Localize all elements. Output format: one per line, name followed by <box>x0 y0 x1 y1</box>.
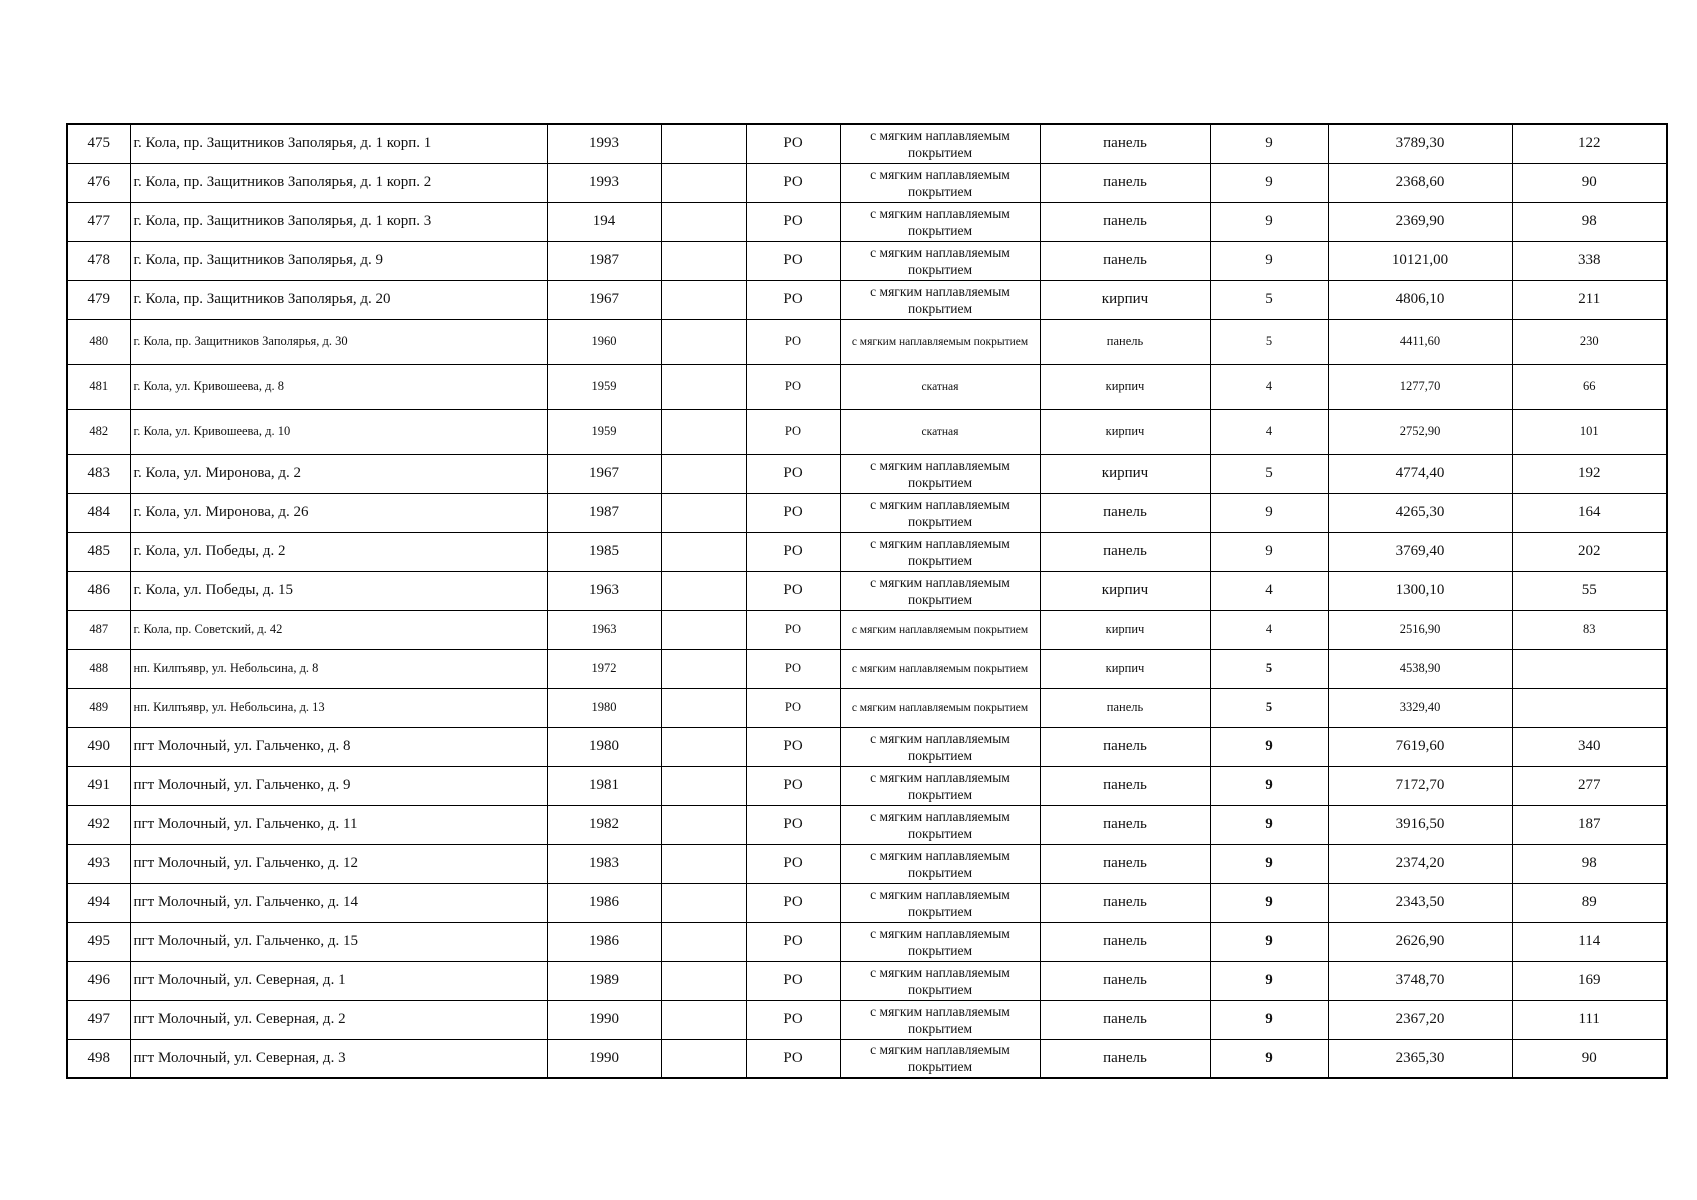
table-row <box>67 532 1667 571</box>
roof-type-cell: с мягким наплавляемым покрытием <box>840 844 1040 883</box>
residents-cell: 101 <box>1512 409 1667 454</box>
residents-cell: 192 <box>1512 454 1667 493</box>
type-cell: РО <box>746 805 840 844</box>
row-number-cell: 493 <box>67 844 130 883</box>
area-cell: 2374,20 <box>1328 844 1512 883</box>
residents-cell <box>1512 649 1667 688</box>
table-row <box>67 319 1667 364</box>
address-cell: нп. Килпъявр, ул. Небольсина, д. 13 <box>130 688 547 727</box>
empty-cell <box>661 1000 746 1039</box>
roof-type-cell: с мягким наплавляемым покрытием <box>840 688 1040 727</box>
row-number-cell: 485 <box>67 532 130 571</box>
empty-cell <box>661 766 746 805</box>
year-cell: 1980 <box>547 727 661 766</box>
table-row <box>67 766 1667 805</box>
table-row <box>67 202 1667 241</box>
table-body <box>67 124 1667 1078</box>
type-cell: РО <box>746 727 840 766</box>
table-row <box>67 922 1667 961</box>
residents-cell: 169 <box>1512 961 1667 1000</box>
table-row <box>67 1039 1667 1078</box>
year-cell: 1993 <box>547 124 661 163</box>
wall-material-cell: панель <box>1040 1000 1210 1039</box>
address-cell: нп. Килпъявр, ул. Небольсина, д. 8 <box>130 649 547 688</box>
address-cell: пгт Молочный, ул. Гальченко, д. 9 <box>130 766 547 805</box>
type-cell: РО <box>746 202 840 241</box>
area-cell: 2752,90 <box>1328 409 1512 454</box>
residents-cell: 111 <box>1512 1000 1667 1039</box>
floors-cell: 9 <box>1210 844 1328 883</box>
floors-cell: 9 <box>1210 493 1328 532</box>
wall-material-cell: кирпич <box>1040 454 1210 493</box>
wall-material-cell: кирпич <box>1040 280 1210 319</box>
floors-cell: 5 <box>1210 319 1328 364</box>
empty-cell <box>661 649 746 688</box>
address-cell: пгт Молочный, ул. Северная, д. 2 <box>130 1000 547 1039</box>
area-cell: 4774,40 <box>1328 454 1512 493</box>
address-cell: г. Кола, ул. Миронова, д. 2 <box>130 454 547 493</box>
type-cell: РО <box>746 1039 840 1078</box>
empty-cell <box>661 280 746 319</box>
type-cell: РО <box>746 571 840 610</box>
area-cell: 7172,70 <box>1328 766 1512 805</box>
wall-material-cell: панель <box>1040 727 1210 766</box>
wall-material-cell: панель <box>1040 688 1210 727</box>
wall-material-cell: панель <box>1040 124 1210 163</box>
residents-cell: 338 <box>1512 241 1667 280</box>
area-cell: 4806,10 <box>1328 280 1512 319</box>
table-row <box>67 649 1667 688</box>
roof-type-cell: с мягким наплавляемым покрытием <box>840 241 1040 280</box>
table-row <box>67 493 1667 532</box>
empty-cell <box>661 688 746 727</box>
floors-cell: 9 <box>1210 202 1328 241</box>
residents-cell: 83 <box>1512 610 1667 649</box>
type-cell: РО <box>746 532 840 571</box>
wall-material-cell: панель <box>1040 532 1210 571</box>
roof-type-cell: с мягким наплавляемым покрытием <box>840 202 1040 241</box>
area-cell: 7619,60 <box>1328 727 1512 766</box>
year-cell: 1972 <box>547 649 661 688</box>
wall-material-cell: кирпич <box>1040 364 1210 409</box>
residents-cell <box>1512 688 1667 727</box>
year-cell: 1959 <box>547 364 661 409</box>
year-cell: 1959 <box>547 409 661 454</box>
empty-cell <box>661 409 746 454</box>
wall-material-cell: кирпич <box>1040 610 1210 649</box>
year-cell: 1967 <box>547 454 661 493</box>
empty-cell <box>661 319 746 364</box>
address-cell: г. Кола, пр. Защитников Заполярья, д. 1 корп. 2 <box>130 163 547 202</box>
floors-cell: 9 <box>1210 805 1328 844</box>
row-number-cell: 489 <box>67 688 130 727</box>
year-cell: 194 <box>547 202 661 241</box>
wall-material-cell: панель <box>1040 241 1210 280</box>
area-cell: 2626,90 <box>1328 922 1512 961</box>
area-cell: 1277,70 <box>1328 364 1512 409</box>
area-cell: 4538,90 <box>1328 649 1512 688</box>
empty-cell <box>661 202 746 241</box>
address-cell: г. Кола, ул. Победы, д. 15 <box>130 571 547 610</box>
area-cell: 4265,30 <box>1328 493 1512 532</box>
roof-type-cell: с мягким наплавляемым покрытием <box>840 805 1040 844</box>
type-cell: РО <box>746 649 840 688</box>
roof-type-cell: с мягким наплавляемым покрытием <box>840 454 1040 493</box>
table-row <box>67 961 1667 1000</box>
year-cell: 1987 <box>547 493 661 532</box>
wall-material-cell: панель <box>1040 493 1210 532</box>
year-cell: 1980 <box>547 688 661 727</box>
row-number-cell: 490 <box>67 727 130 766</box>
row-number-cell: 481 <box>67 364 130 409</box>
address-cell: г. Кола, пр. Защитников Заполярья, д. 30 <box>130 319 547 364</box>
empty-cell <box>661 454 746 493</box>
floors-cell: 9 <box>1210 883 1328 922</box>
roof-type-cell: с мягким наплавляемым покрытием <box>840 319 1040 364</box>
empty-cell <box>661 532 746 571</box>
table-row <box>67 163 1667 202</box>
residents-cell: 55 <box>1512 571 1667 610</box>
row-number-cell: 477 <box>67 202 130 241</box>
table-row <box>67 280 1667 319</box>
roof-type-cell: с мягким наплавляемым покрытием <box>840 163 1040 202</box>
wall-material-cell: панель <box>1040 805 1210 844</box>
area-cell: 2343,50 <box>1328 883 1512 922</box>
row-number-cell: 498 <box>67 1039 130 1078</box>
empty-cell <box>661 961 746 1000</box>
wall-material-cell: кирпич <box>1040 409 1210 454</box>
year-cell: 1985 <box>547 532 661 571</box>
address-cell: г. Кола, пр. Советский, д. 42 <box>130 610 547 649</box>
empty-cell <box>661 241 746 280</box>
roof-type-cell: с мягким наплавляемым покрытием <box>840 280 1040 319</box>
address-cell: пгт Молочный, ул. Гальченко, д. 15 <box>130 922 547 961</box>
table-row <box>67 844 1667 883</box>
address-cell: г. Кола, пр. Защитников Заполярья, д. 9 <box>130 241 547 280</box>
address-cell: пгт Молочный, ул. Гальченко, д. 8 <box>130 727 547 766</box>
area-cell: 2367,20 <box>1328 1000 1512 1039</box>
type-cell: РО <box>746 922 840 961</box>
year-cell: 1981 <box>547 766 661 805</box>
year-cell: 1960 <box>547 319 661 364</box>
roof-type-cell: с мягким наплавляемым покрытием <box>840 532 1040 571</box>
address-cell: пгт Молочный, ул. Северная, д. 3 <box>130 1039 547 1078</box>
address-cell: пгт Молочный, ул. Гальченко, д. 12 <box>130 844 547 883</box>
wall-material-cell: панель <box>1040 766 1210 805</box>
residents-cell: 98 <box>1512 844 1667 883</box>
roof-type-cell: с мягким наплавляемым покрытием <box>840 1039 1040 1078</box>
wall-material-cell: панель <box>1040 202 1210 241</box>
type-cell: РО <box>746 163 840 202</box>
floors-cell: 4 <box>1210 610 1328 649</box>
roof-type-cell: с мягким наплавляемым покрытием <box>840 493 1040 532</box>
row-number-cell: 479 <box>67 280 130 319</box>
row-number-cell: 491 <box>67 766 130 805</box>
year-cell: 1983 <box>547 844 661 883</box>
type-cell: РО <box>746 364 840 409</box>
year-cell: 1989 <box>547 961 661 1000</box>
residents-cell: 90 <box>1512 1039 1667 1078</box>
floors-cell: 5 <box>1210 688 1328 727</box>
area-cell: 3329,40 <box>1328 688 1512 727</box>
type-cell: РО <box>746 454 840 493</box>
row-number-cell: 475 <box>67 124 130 163</box>
address-cell: пгт Молочный, ул. Гальченко, д. 14 <box>130 883 547 922</box>
type-cell: РО <box>746 493 840 532</box>
area-cell: 2516,90 <box>1328 610 1512 649</box>
floors-cell: 9 <box>1210 532 1328 571</box>
type-cell: РО <box>746 688 840 727</box>
row-number-cell: 478 <box>67 241 130 280</box>
table-row <box>67 454 1667 493</box>
residents-cell: 164 <box>1512 493 1667 532</box>
empty-cell <box>661 493 746 532</box>
residents-cell: 202 <box>1512 532 1667 571</box>
type-cell: РО <box>746 280 840 319</box>
housing-table <box>66 123 1668 1079</box>
residents-cell: 277 <box>1512 766 1667 805</box>
empty-cell <box>661 805 746 844</box>
residents-cell: 211 <box>1512 280 1667 319</box>
residents-cell: 98 <box>1512 202 1667 241</box>
row-number-cell: 494 <box>67 883 130 922</box>
row-number-cell: 482 <box>67 409 130 454</box>
table-row <box>67 364 1667 409</box>
type-cell: РО <box>746 319 840 364</box>
table-row <box>67 409 1667 454</box>
empty-cell <box>661 163 746 202</box>
empty-cell <box>661 883 746 922</box>
floors-cell: 9 <box>1210 961 1328 1000</box>
floors-cell: 4 <box>1210 364 1328 409</box>
roof-type-cell: скатная <box>840 409 1040 454</box>
row-number-cell: 495 <box>67 922 130 961</box>
empty-cell <box>661 922 746 961</box>
area-cell: 3769,40 <box>1328 532 1512 571</box>
roof-type-cell: скатная <box>840 364 1040 409</box>
wall-material-cell: панель <box>1040 319 1210 364</box>
floors-cell: 5 <box>1210 649 1328 688</box>
row-number-cell: 497 <box>67 1000 130 1039</box>
year-cell: 1986 <box>547 883 661 922</box>
residents-cell: 230 <box>1512 319 1667 364</box>
year-cell: 1967 <box>547 280 661 319</box>
roof-type-cell: с мягким наплавляемым покрытием <box>840 922 1040 961</box>
type-cell: РО <box>746 844 840 883</box>
floors-cell: 9 <box>1210 163 1328 202</box>
area-cell: 10121,00 <box>1328 241 1512 280</box>
address-cell: пгт Молочный, ул. Гальченко, д. 11 <box>130 805 547 844</box>
row-number-cell: 486 <box>67 571 130 610</box>
wall-material-cell: кирпич <box>1040 649 1210 688</box>
roof-type-cell: с мягким наплавляемым покрытием <box>840 961 1040 1000</box>
floors-cell: 4 <box>1210 571 1328 610</box>
address-cell: г. Кола, ул. Кривошеева, д. 10 <box>130 409 547 454</box>
table-row <box>67 688 1667 727</box>
table-row <box>67 1000 1667 1039</box>
row-number-cell: 492 <box>67 805 130 844</box>
year-cell: 1987 <box>547 241 661 280</box>
residents-cell: 187 <box>1512 805 1667 844</box>
roof-type-cell: с мягким наплавляемым покрытием <box>840 124 1040 163</box>
floors-cell: 9 <box>1210 241 1328 280</box>
floors-cell: 5 <box>1210 454 1328 493</box>
empty-cell <box>661 727 746 766</box>
empty-cell <box>661 844 746 883</box>
address-cell: пгт Молочный, ул. Северная, д. 1 <box>130 961 547 1000</box>
area-cell: 3748,70 <box>1328 961 1512 1000</box>
address-cell: г. Кола, пр. Защитников Заполярья, д. 20 <box>130 280 547 319</box>
address-cell: г. Кола, ул. Победы, д. 2 <box>130 532 547 571</box>
address-cell: г. Кола, ул. Миронова, д. 26 <box>130 493 547 532</box>
roof-type-cell: с мягким наплавляемым покрытием <box>840 727 1040 766</box>
floors-cell: 9 <box>1210 1000 1328 1039</box>
residents-cell: 90 <box>1512 163 1667 202</box>
empty-cell <box>661 610 746 649</box>
residents-cell: 122 <box>1512 124 1667 163</box>
address-cell: г. Кола, пр. Защитников Заполярья, д. 1 корп. 1 <box>130 124 547 163</box>
row-number-cell: 488 <box>67 649 130 688</box>
table-row <box>67 883 1667 922</box>
wall-material-cell: панель <box>1040 883 1210 922</box>
empty-cell <box>661 364 746 409</box>
type-cell: РО <box>746 241 840 280</box>
area-cell: 2365,30 <box>1328 1039 1512 1078</box>
type-cell: РО <box>746 883 840 922</box>
wall-material-cell: панель <box>1040 163 1210 202</box>
table-row <box>67 571 1667 610</box>
area-cell: 1300,10 <box>1328 571 1512 610</box>
row-number-cell: 487 <box>67 610 130 649</box>
residents-cell: 340 <box>1512 727 1667 766</box>
type-cell: РО <box>746 766 840 805</box>
roof-type-cell: с мягким наплавляемым покрытием <box>840 1000 1040 1039</box>
floors-cell: 4 <box>1210 409 1328 454</box>
year-cell: 1963 <box>547 571 661 610</box>
address-cell: г. Кола, ул. Кривошеева, д. 8 <box>130 364 547 409</box>
wall-material-cell: панель <box>1040 922 1210 961</box>
type-cell: РО <box>746 124 840 163</box>
row-number-cell: 476 <box>67 163 130 202</box>
floors-cell: 5 <box>1210 280 1328 319</box>
wall-material-cell: кирпич <box>1040 571 1210 610</box>
floors-cell: 9 <box>1210 922 1328 961</box>
row-number-cell: 480 <box>67 319 130 364</box>
row-number-cell: 484 <box>67 493 130 532</box>
residents-cell: 114 <box>1512 922 1667 961</box>
year-cell: 1990 <box>547 1039 661 1078</box>
type-cell: РО <box>746 409 840 454</box>
table-row <box>67 610 1667 649</box>
empty-cell <box>661 124 746 163</box>
area-cell: 4411,60 <box>1328 319 1512 364</box>
wall-material-cell: панель <box>1040 844 1210 883</box>
table-row <box>67 727 1667 766</box>
type-cell: РО <box>746 961 840 1000</box>
year-cell: 1990 <box>547 1000 661 1039</box>
wall-material-cell: панель <box>1040 961 1210 1000</box>
type-cell: РО <box>746 610 840 649</box>
address-cell: г. Кола, пр. Защитников Заполярья, д. 1 корп. 3 <box>130 202 547 241</box>
area-cell: 3789,30 <box>1328 124 1512 163</box>
roof-type-cell: с мягким наплавляемым покрытием <box>840 571 1040 610</box>
type-cell: РО <box>746 1000 840 1039</box>
empty-cell <box>661 571 746 610</box>
area-cell: 3916,50 <box>1328 805 1512 844</box>
year-cell: 1963 <box>547 610 661 649</box>
residents-cell: 66 <box>1512 364 1667 409</box>
year-cell: 1986 <box>547 922 661 961</box>
floors-cell: 9 <box>1210 124 1328 163</box>
row-number-cell: 496 <box>67 961 130 1000</box>
roof-type-cell: с мягким наплавляемым покрытием <box>840 883 1040 922</box>
table-row <box>67 124 1667 163</box>
residents-cell: 89 <box>1512 883 1667 922</box>
floors-cell: 9 <box>1210 1039 1328 1078</box>
area-cell: 2369,90 <box>1328 202 1512 241</box>
wall-material-cell: панель <box>1040 1039 1210 1078</box>
table-row <box>67 241 1667 280</box>
floors-cell: 9 <box>1210 727 1328 766</box>
floors-cell: 9 <box>1210 766 1328 805</box>
row-number-cell: 483 <box>67 454 130 493</box>
roof-type-cell: с мягким наплавляемым покрытием <box>840 649 1040 688</box>
year-cell: 1982 <box>547 805 661 844</box>
roof-type-cell: с мягким наплавляемым покрытием <box>840 766 1040 805</box>
area-cell: 2368,60 <box>1328 163 1512 202</box>
year-cell: 1993 <box>547 163 661 202</box>
table-row <box>67 805 1667 844</box>
roof-type-cell: с мягким наплавляемым покрытием <box>840 610 1040 649</box>
empty-cell <box>661 1039 746 1078</box>
